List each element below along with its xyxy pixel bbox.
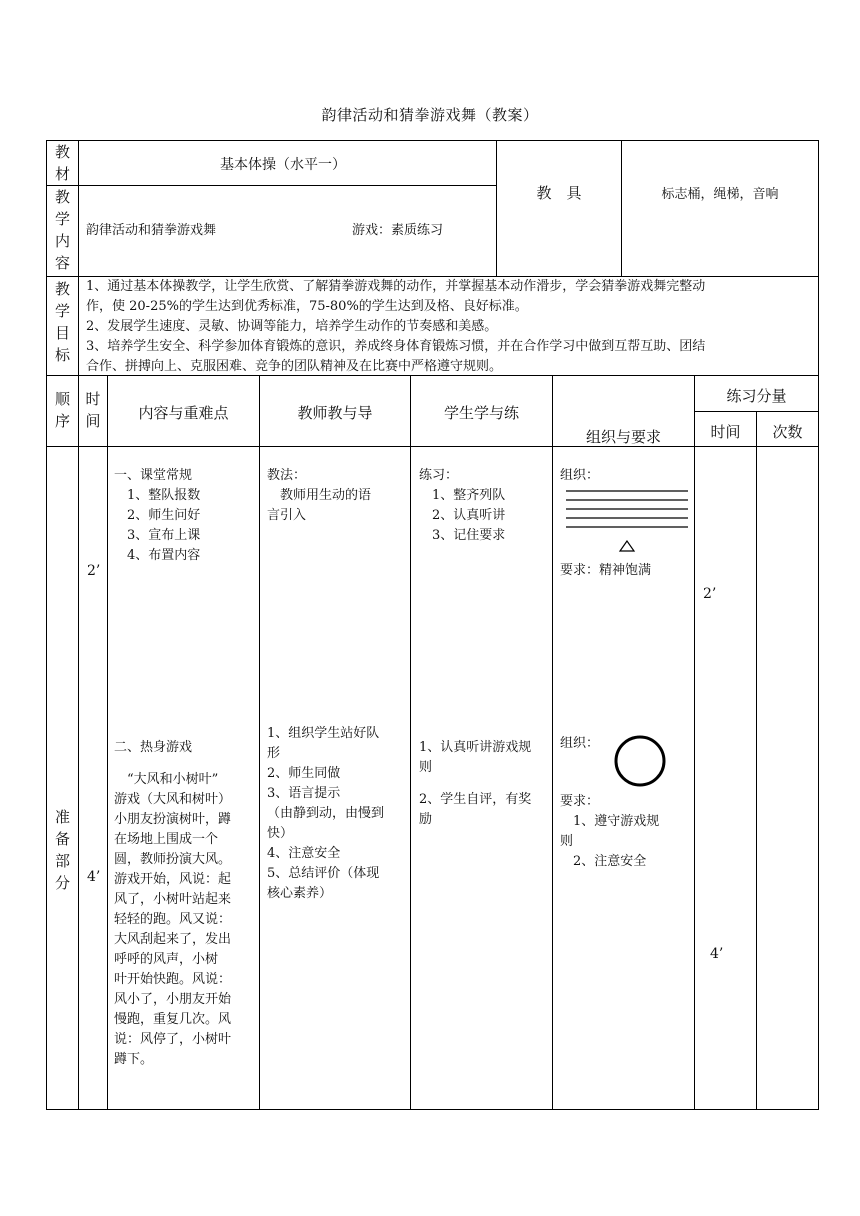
objectives-label: 教学目标 xyxy=(54,280,70,364)
page-title: 韵律活动和猜拳游戏舞（教案） xyxy=(321,106,539,124)
col-student: 学生学与练 xyxy=(443,404,519,422)
col-load-time: 时间 xyxy=(710,423,741,441)
col-load-count: 次数 xyxy=(772,423,803,441)
part2-content-title: 二、热身游戏 xyxy=(114,740,193,755)
part2-load-time: 4’ xyxy=(710,946,724,962)
col-time: 时间 xyxy=(85,390,101,430)
col-teacher: 教师教与导 xyxy=(297,404,373,422)
section-label: 准备部分 xyxy=(54,808,70,892)
part1-load-time: 2’ xyxy=(703,586,717,602)
formation-lines-diagram xyxy=(560,486,692,556)
jiaoju-label: 教 具 xyxy=(536,184,582,202)
col-order: 顺序 xyxy=(54,390,70,430)
content-game: 游戏：素质练习 xyxy=(352,223,444,238)
jiaoxue-neirong-label: 教学内容 xyxy=(54,188,70,272)
col-content: 内容与重难点 xyxy=(138,404,229,422)
part2-student: 1、认真听讲游戏规 则 2、学生自评，有奖 励 xyxy=(419,740,532,827)
col-load: 练习分量 xyxy=(726,387,787,405)
part1-org-label: 组织： xyxy=(560,468,600,483)
objectives-text: 1、通过基本体操教学，让学生欣赏、了解猜拳游戏舞的动作，并掌握基本动作滑步，学会猜拳游戏舞完整动 作，使 20-25%的学生达到优秀标准，75-80%的学生达到及格、良好标准。 2、发展学生速度、灵敏、协调等能力，培养学生动作的节奏感和美感。 3、培养学生安全、科学参加体育锻炼的意识，养成终身体育锻炼习惯，并在合作学习中做到互帮互助、团结 合作、拼搏向上、克服困难、竞争的团队精神及在比赛中严格遵守规则。 xyxy=(86,279,706,374)
part2-org-label: 组织： xyxy=(560,736,600,751)
part2-org-req: 要求： 1、遵守游戏规 则 2、注意安全 xyxy=(560,794,660,869)
part2-teacher: 1、组织学生站好队 形 2、师生同做 3、语言提示 （由静到动，由慢到 快） 4、注意安全 5、总结评价（体现 核心素养） xyxy=(267,726,385,901)
part1-org-req: 要求：精神饱满 xyxy=(560,563,652,578)
jiaocai-value: 基本体操（水平一） xyxy=(220,157,346,173)
jiaoju-value: 标志桶，绳梯，音响 xyxy=(661,187,779,202)
part1-student: 练习： 1、整齐列队 2、认真听讲 3、记住要求 xyxy=(419,468,506,543)
teacher-triangle-icon xyxy=(620,541,634,551)
jiaocai-label: 教材 xyxy=(54,143,70,183)
col-org: 组织与要求 xyxy=(585,428,661,446)
circle-formation-diagram xyxy=(610,734,670,790)
part1-teacher: 教法： 教师用生动的语 言引入 xyxy=(267,468,372,523)
part1-time: 2’ xyxy=(87,563,101,579)
part2-time: 4’ xyxy=(87,869,101,885)
part1-content: 一、课堂常规 1、整队报数 2、师生问好 3、宣布上课 4、布置内容 xyxy=(114,468,201,563)
content-main: 韵律活动和猜拳游戏舞 xyxy=(86,223,217,238)
part2-content-body: “大风和小树叶” 游戏（大风和树叶） 小朋友扮演树叶，蹲 在场地上围成一个 圆，教师扮演大风。 游戏开始，风说：起 风了，小树叶站起来 轻轻的跑。风又说： 大风刮起来了，发出 呼呼的风声，小树 叶开始快跑。风说： 风小了，小朋友开始 慢跑，重复几次。风 说：风停了，小树叶 蹲下。 xyxy=(114,772,232,1067)
